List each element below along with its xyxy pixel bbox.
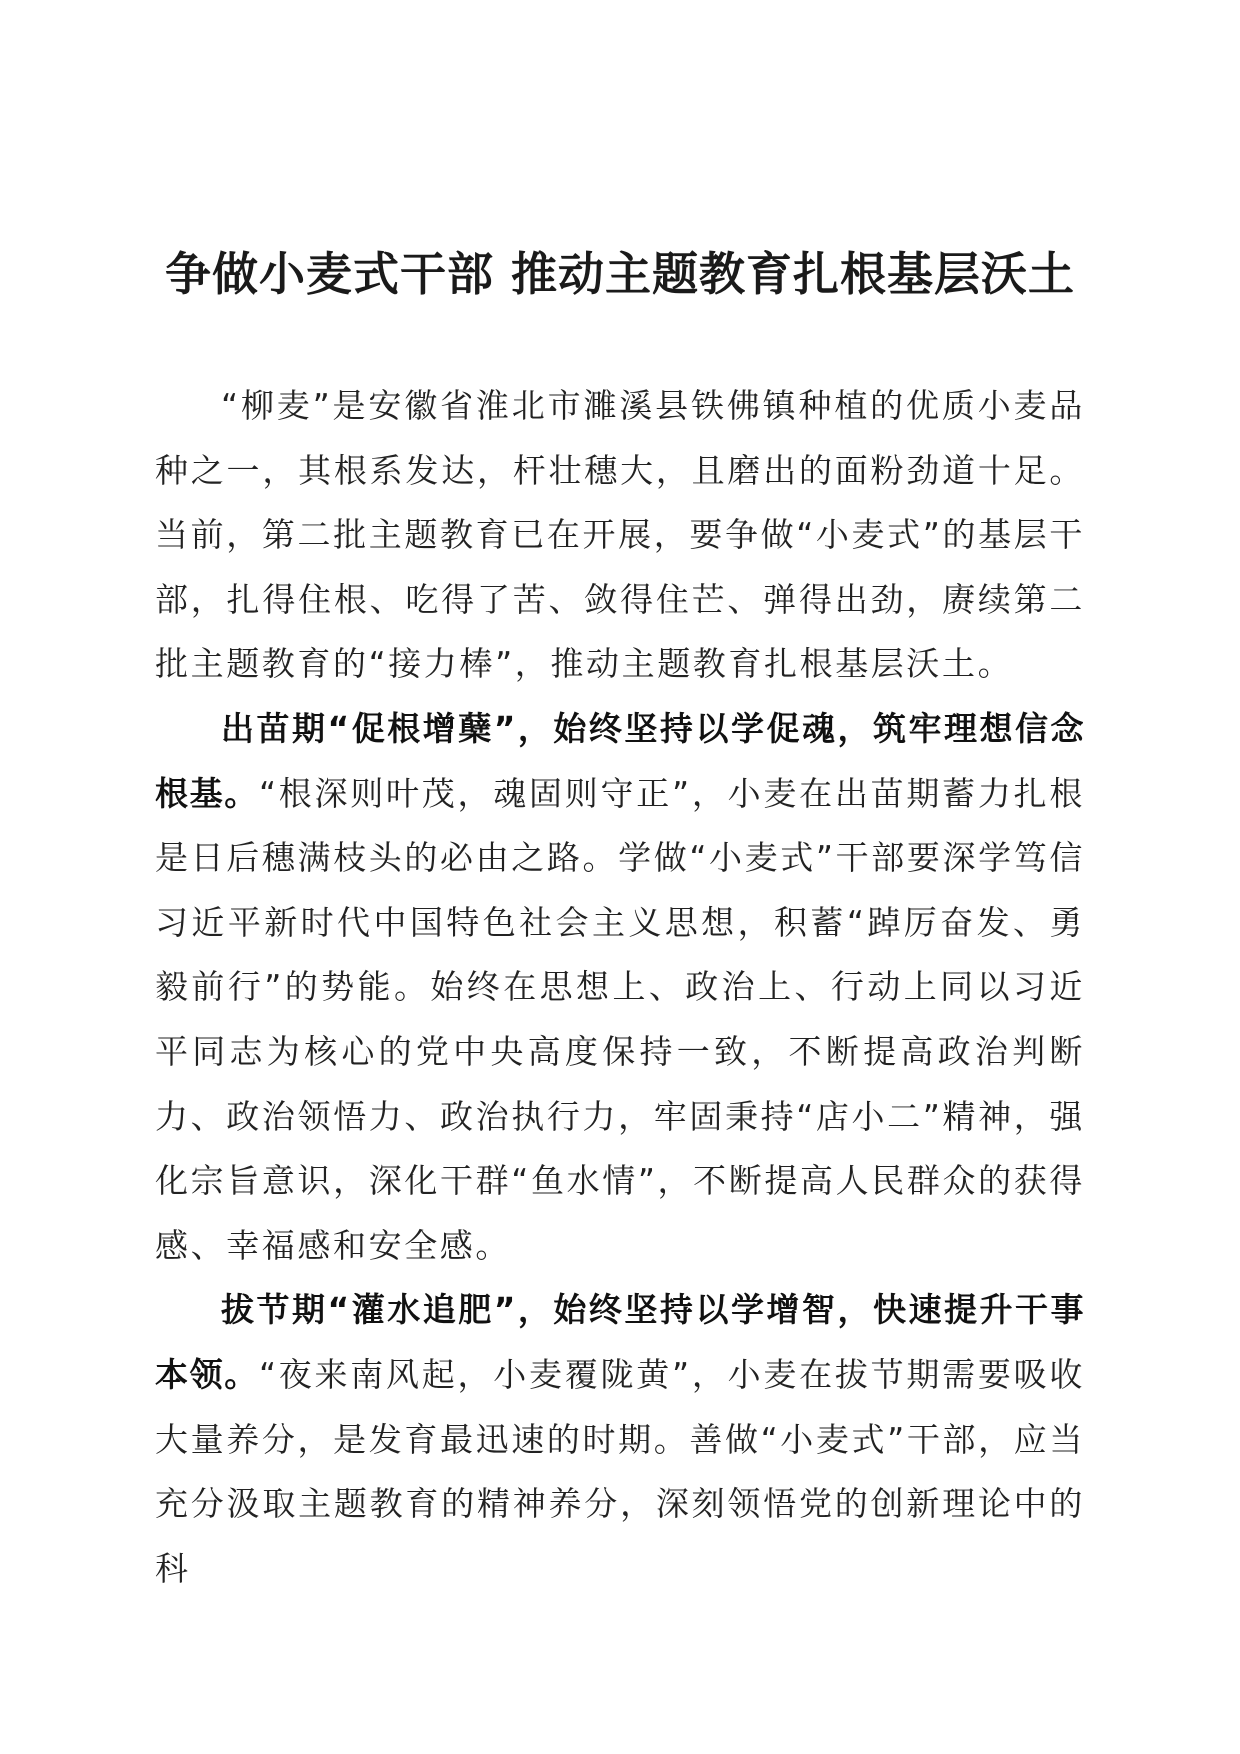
paragraph-text: “根深则叶茂，魂固则守正”，小麦在出苗期蓄力扎根是日后穗满枝头的必由之路。学做“小麦式”干部要深学笃信习近平新时代中国特色社会主义思想，积蓄“踔厉奋发、勇毅前行”的势能。始终在思想上、政治上、行动上同以习近平同志为核心的党中央高度保持一致，不断提高政治判断力、政治领悟力、政治执行力，牢固秉持“店小二”精神，强化宗旨意识，深化干群“鱼水情”，不断提高人民群众的获得感、幸福感和安全感。 <box>155 773 1086 1265</box>
document-title: 争做小麦式干部 推动主题教育扎根基层沃土 <box>164 247 1075 301</box>
document-body <box>155 374 1085 1601</box>
paragraph-text: “夜来南风起，小麦覆陇黄”，小麦在拔节期需要吸收大量养分，是发育最迅速的时期。善做“小麦式”干部，应当充分汲取主题教育的精神养分，深刻领悟党的创新理论中的科 <box>155 1354 1086 1588</box>
paragraph-lead: 出苗期“促根增蘖”，始终坚持以学促魂，筑牢理想信念根基。 <box>155 708 1085 813</box>
paragraph-jointing-stage <box>155 1278 1085 1601</box>
paragraph-seedling-stage <box>155 697 1085 1278</box>
paragraph-lead: 拔节期“灌水追肥”，始终坚持以学增智，快速提升干事本领。 <box>155 1290 1085 1394</box>
paragraph-text: “柳麦”是安徽省淮北市濉溪县铁佛镇种植的优质小麦品种之一，其根系发达，杆壮穗大，且磨出的面粉劲道十足。当前，第二批主题教育已在开展，要争做“小麦式”的基层干部，扎得住根、吃得了苦、敛得住芒、弹得出劲，赓续第二批主题教育的“接力棒”，推动主题教育扎根基层沃土。 <box>155 386 1085 684</box>
paragraph-intro <box>155 374 1085 697</box>
